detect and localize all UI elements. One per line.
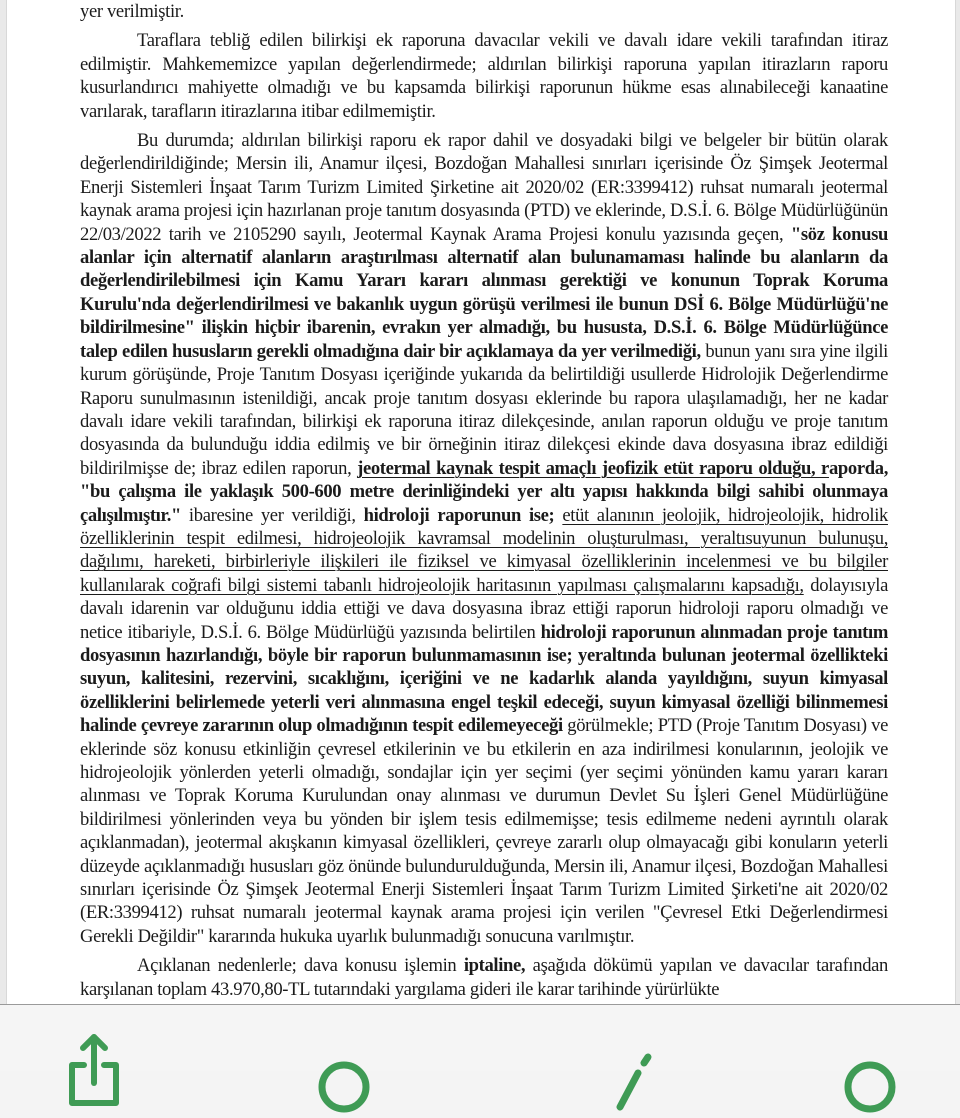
bold-text: hidroloji raporunun alınmadan proje tanıtım dosyasının hazırlandığı, böyle bir raporun bulunmamasının ise; yeraltında bulunan jeotermal özellikteki suyun, kalitesini, rezervini, sıcaklığını, içeriğini ve ne kadarlık alanda yayıldığını, suyun kimyasal özelliklerini belirlemede yeterli veri alınmasına engel teşkil edeceği, suyun kimyasal özelliği bilinmemesi halinde çevreye zararının olup olmadığının tespit edilemeyeceği [80,621,888,737]
plain-text: Bu durumda; aldırılan bilirkişi raporu ek rapor dahil ve dosyadaki bilgi ve belgeler bir bütün olarak değerlendirildiğinde; Mersin ili, Anamur ilçesi, Bozdoğan Mahallesi sınırları içerisinde Öz Şimşek Jeotermal Enerji Sistemleri İnşaat Tarım Turizm Limited Şirketine ait 2020/02 (ER:3399412) ruhsat numaralı jeotermal kaynak arama projesi için hazırlanan proje tanıtım dosyasında (PTD) ve eklerinde, D.S.İ. 6. Bölge Müdürlüğünün 22/03/2022 tarih ve 2105290 sayılı, Jeotermal Kaynak Arama Projesi konulu yazısında geçen, [80,130,888,245]
plain-text: ibaresine yer verildiği, [180,504,364,526]
circle-icon[interactable] [836,1053,896,1113]
document-page [6,0,956,1004]
underlined-text: etüt alanının jeolojik, hidrojeolojik, hidrolik özelliklerinin tespit edilmesi, hidrojeolojik kavramsal modelinin oluşturulması, yeraltısuyunun bulunuşu, dağılımı, hareketi, birbirleriyle ilişkileri ile fiziksel ve kimyasal özelliklerinin incelenmesi ve bu bilgiler kullanılarak coğrafi bilgi sistemi tabanlı hidrojeolojik haritasının yapılması çalışmalarını kapsadığı, [80,504,888,596]
plain-text: görülmekle; PTD (Proje Tanıtım Dosyası) ve eklerinde söz konusu etkinliğin çevresel etkilerinin ve bu etkilerin en aza indirilmesi konularının, jeolojik ve hidrojeolojik yönlerden yeterli olmadığı, sondajlar için yer seçimi (yer seçimi yönünden kamu yararı kararı alınması ve Toprak Koruma Kurulundan onay alınması ve durumun Devlet Su İşleri Genel Müdürlüğüne bildirilmesi yönlerinden veya bu yönden bir işlem tesis edilmemişse; tesis edilmeme nedeni ayrıntılı olarak açıklanmadan), jeotermal akışkanın kimyasal özellikleri, çevreye zararlı olup olmayacağı gibi konuların yeterli düzeyde açıklanmadığı hususları göz önünde bulundurulduğunda, Mersin ili, Anamur ilçesi, Bozdoğan Mahallesi sınırları içerisinde Öz Şimşek Jeotermal Enerji Sistemleri İnşaat Tarım Turizm Limited Şirketi'ne ait 2020/02 (ER:3399412) ruhsat numaralı jeotermal kaynak arama projesi için verilen "Çevresel Etki Değerlendirmesi Gerekli Değildir" kararında hukuka uyarlık bulunmadığı sonucuna varılmıştır. [80,715,888,947]
paragraph-conclusion [80,954,888,1001]
plain-text: Açıklanan nedenlerle; dava konusu işlemin [137,955,464,977]
paragraph-evaluation [80,129,888,948]
document-text [80,0,888,1001]
share-icon[interactable] [64,1033,124,1093]
paragraph-objections: Taraflara tebliğ edilen bilirkişi ek raporuna davacılar vekili ve davalı idare vekili tarafından itiraz edilmiştir. Mahkememizce yapılan değerlendirmede; aldırılan bilirkişi raporuna yapılan itirazların raporu kusurlandırıcı mahiyette olmadığı ve bu kapsamda bilirkişi raporunun hükme esas alınabileceği kanaatine varılarak, tarafların itirazlarına itibar edilmemiştir. [80,30,888,122]
bold-quote-report: aporda, "bu çalışma ile yaklaşık 500-600 metre derinliğindeki yer altı yapısı hakkında bilgi sahibi olunmaya çalışılmıştır." [80,457,888,526]
bold-text: hidroloji raporunun ise; [363,504,555,526]
plain-text: aşağıda dökümü yapılan ve davacılar tarafından karşılanan toplam 43.970,80-TL tutarındaki yargılama gideri ile karar tarihinde yürürlükte [80,955,888,1000]
plain-text: bunun yanı sıra yine ilgili kurum görüşünde, Proje Tanıtım Dosyası içeriğinde yukarıda da belirtildiği usullerde Hidrolojik Değerlendirme Raporu sunulmasının istenildiği, ancak proje tanıtım dosyası eklerinde bu rapora ulaşılamadığı, her ne kadar davalı idare vekili tarafından, bilirkişi ek raporuna itiraz dilekçesinde, anılan raporun olduğu ve proje tanıtım dosyasında da bulunduğu iddia edilmiş ve bir örneğinin itiraz dilekçesi ekinde dava dosyasına ibraz edildiği bildirilmişse de; ibraz edilen raporun, [80,340,888,479]
underlined-bold-text: jeotermal kaynak tespit amaçlı jeofizik etüt raporu olduğu, r [357,457,829,479]
bold-text: ilişkin hiçbir ibarenin, evrakın yer almadığı, bu hususta, D.S.İ. 6. Bölge Müdürlüğünce talep edilen hususların gerekli olmadığına dair bir açıklamaya da yer verilmediği, [80,317,888,362]
bold-quote-dsi: "söz konusu alanlar için alternatif alanların araştırılması alternatif alan bulunamaması halinde bu alanların da değerlendirilebilmesi için Kamu Yararı kararı alınması gerektiği ve konunun Toprak Koruma Kurulu'nda değerlendirilmesi ve bakanlık uygun görüşü verilmesi ile bunun DSİ 6. Bölge Müdürlüğü'ne bildirilmesine" [80,223,888,339]
search-icon[interactable] [310,1053,370,1113]
top-fragment: yer verilmiştir. [80,1,184,22]
bottom-toolbar [0,1004,960,1071]
plain-text: dolayısıyla davalı idarenin var olduğunu iddia ettiği ve dava dosyasına ibraz ettiği raporun hidroloji raporu olmadığı ve netice itibariyle, D.S.İ. 6. Bölge Müdürlüğü yazısında belirtilen [80,574,889,643]
bold-text: iptaline, [463,955,526,977]
edit-pencil-icon[interactable] [610,1051,670,1111]
